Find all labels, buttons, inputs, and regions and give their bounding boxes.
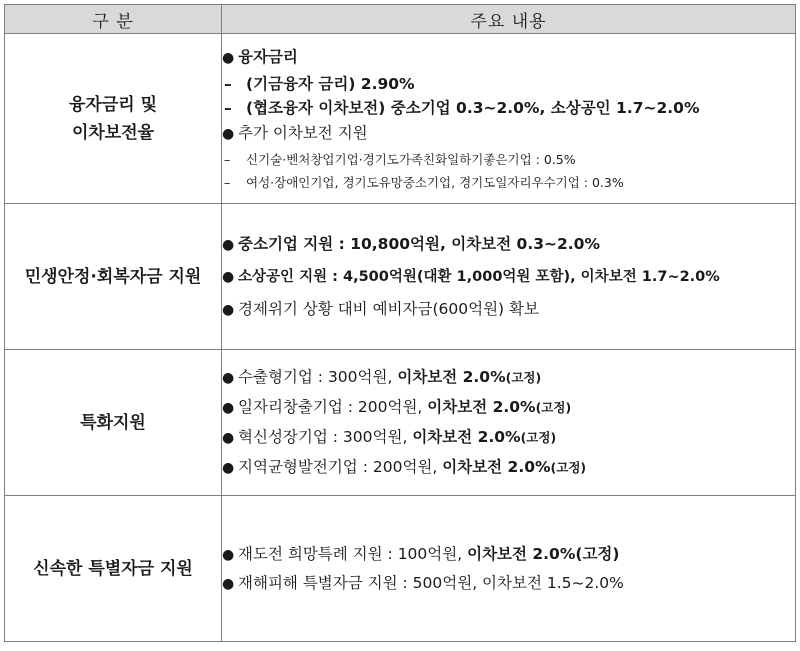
list-item (222, 453, 795, 483)
bullet-icon: ● (222, 369, 235, 386)
header-category: 구 분 (5, 5, 222, 34)
item-text: (기금융자 금리) 2.90% (246, 74, 415, 93)
item-bold-text: 이차보전 2.0%(고정) (467, 544, 620, 563)
bullet-icon: ● (222, 49, 235, 66)
list-item (222, 423, 795, 453)
item-note: (고정) (505, 369, 542, 385)
item-text: 여성·장애인기업, 경기도유망중소기업, 경기도일자리우수기업 : 0.3% (246, 174, 624, 190)
list-item (222, 120, 795, 148)
bullet-icon: ● (222, 459, 235, 476)
category-livelihood-fund (5, 204, 222, 350)
list-item (222, 293, 795, 326)
bullet-icon: ● (222, 575, 235, 592)
bullet-icon: ● (222, 399, 235, 416)
table-row-special-support (5, 350, 796, 496)
list-item (222, 228, 795, 261)
loan-support-table (4, 4, 796, 642)
table-row-interest-rate (5, 34, 796, 204)
header-main-content: 주요 내용 (222, 5, 796, 34)
content-livelihood-fund (222, 204, 796, 350)
category-line: 특화지원 (80, 412, 146, 433)
bullet-icon: ● (222, 268, 235, 285)
item-bold-text: 이차보전 2.0% (412, 427, 521, 446)
item-text: 소상공인 지원 : 4,500억원(대환 1,000억원 포함), 이차보전 1.7~2.0% (238, 268, 720, 285)
header-row (5, 5, 796, 34)
item-text: 융자금리 (238, 47, 298, 66)
list-subitem (222, 72, 795, 96)
category-line: 이차보전율 (71, 122, 155, 143)
item-text: 일자리창출기업 : 200억원, (238, 397, 423, 416)
list-subitem (222, 171, 795, 194)
category-line: 융자금리 및 (68, 94, 158, 115)
item-note: (고정) (520, 429, 557, 445)
category-urgent-fund (5, 496, 222, 642)
item-text: 중소기업 지원 : 10,800억원, 이차보전 0.3~2.0% (238, 234, 600, 253)
category-line: 신속한 특별자금 지원 (33, 558, 193, 579)
dash-icon: – (224, 98, 232, 117)
item-text: 추가 이차보전 지원 (238, 123, 368, 142)
content-special-support (222, 350, 796, 496)
table-row-urgent-fund (5, 496, 796, 642)
list-item (222, 261, 795, 293)
item-bold-text: 이차보전 2.0% (397, 367, 506, 386)
dash-icon: – (224, 74, 232, 93)
content-urgent-fund (222, 496, 796, 642)
bullet-icon: ● (222, 301, 235, 318)
dash-icon: – (224, 174, 231, 190)
item-text: (협조융자 이차보전) 중소기업 0.3~2.0%, 소상공인 1.7~2.0% (246, 98, 700, 117)
list-item (222, 393, 795, 423)
item-text: 혁신성장기업 : 300억원, (238, 427, 408, 446)
item-text: 재해피해 특별자금 지원 : 500억원, 이차보전 1.5~2.0% (238, 573, 624, 592)
list-item (222, 44, 795, 72)
item-text: 경제위기 상황 대비 예비자금(600억원) 확보 (238, 299, 539, 318)
category-interest-rate (5, 34, 222, 204)
item-text: 수출형기업 : 300억원, (238, 367, 393, 386)
list-item (222, 569, 795, 598)
list-subitem (222, 148, 795, 171)
category-special-support (5, 350, 222, 496)
item-bold-text: 이차보전 2.0% (427, 397, 536, 416)
bullet-icon: ● (222, 236, 235, 253)
item-note: (고정) (535, 399, 572, 415)
list-subitem (222, 96, 795, 120)
item-note: (고정) (550, 459, 587, 475)
bullet-icon: ● (222, 429, 235, 446)
item-text: 신기술·벤처창업기업·경기도가족친화일하기좋은기업 : 0.5% (246, 151, 576, 167)
list-item (222, 363, 795, 393)
item-text: 재도전 희망특례 지원 : 100억원, (238, 544, 463, 563)
content-interest-rate (222, 34, 796, 204)
bullet-icon: ● (222, 125, 235, 142)
item-text: 지역균형발전기업 : 200억원, (238, 457, 438, 476)
table-row-livelihood-fund (5, 204, 796, 350)
bullet-icon: ● (222, 546, 235, 563)
dash-icon: – (224, 151, 231, 167)
category-line: 민생안정·회복자금 지원 (24, 266, 202, 287)
list-item (222, 540, 795, 569)
item-bold-text: 이차보전 2.0% (442, 457, 551, 476)
